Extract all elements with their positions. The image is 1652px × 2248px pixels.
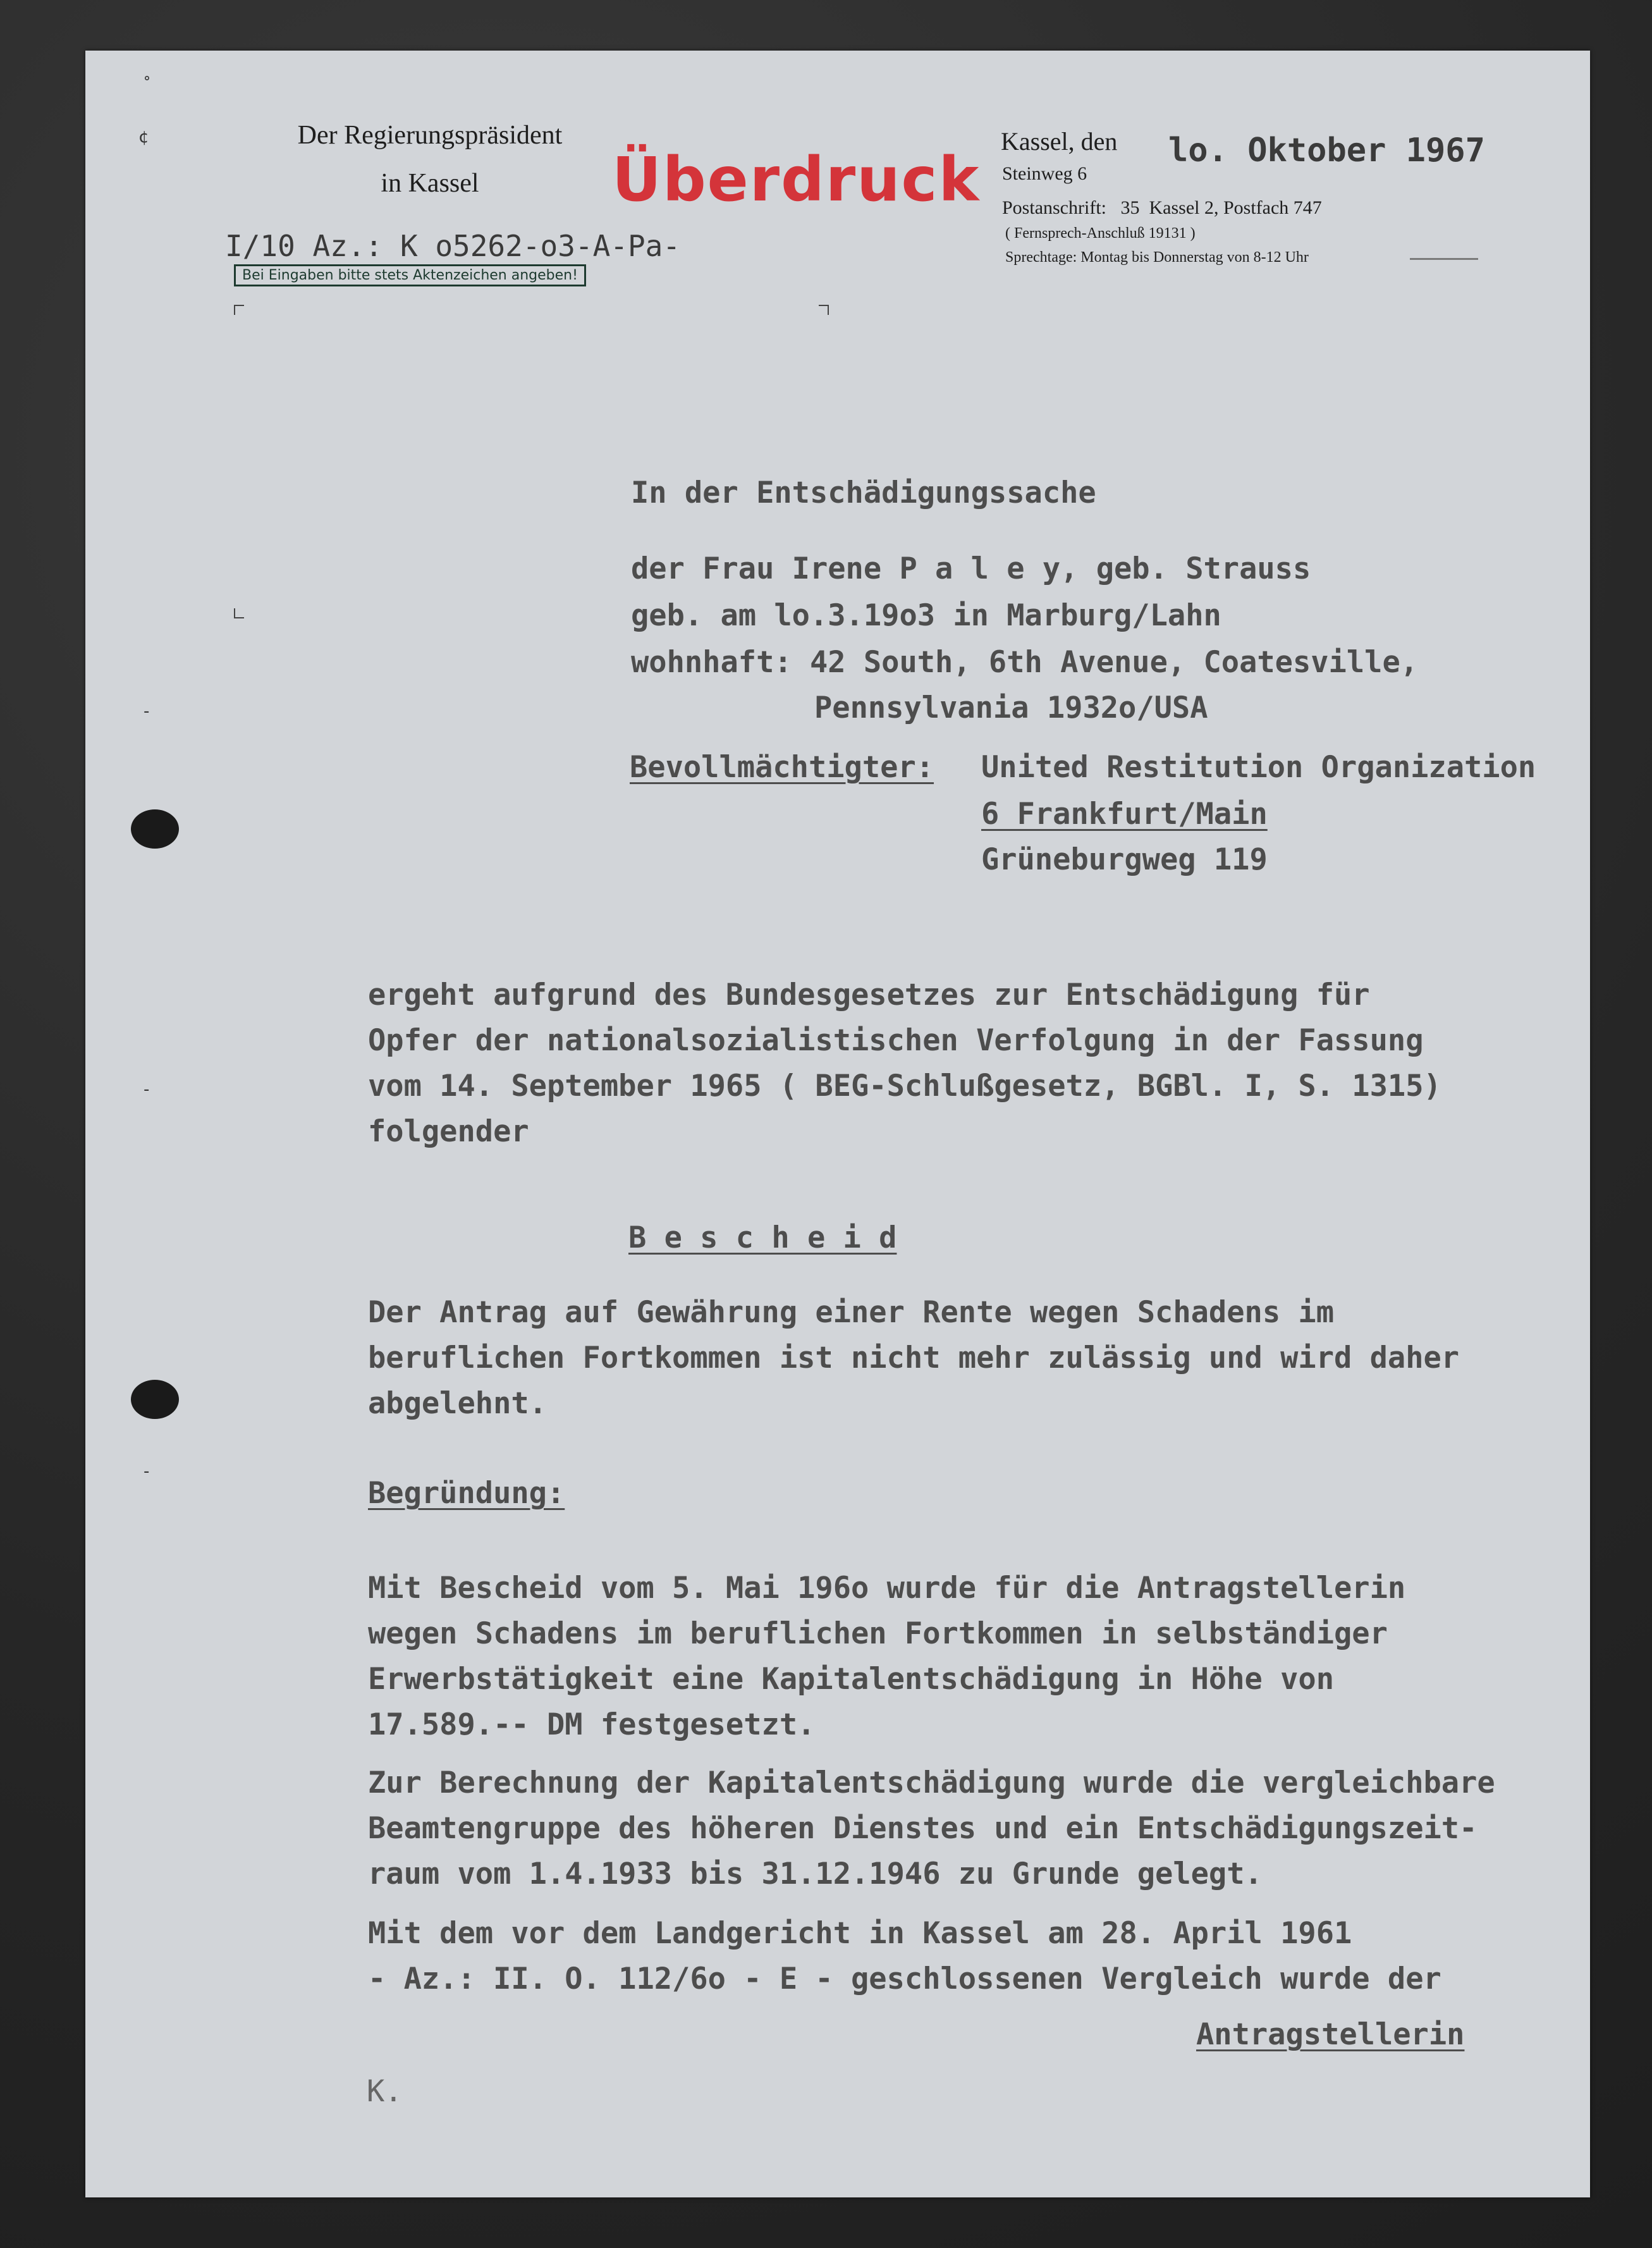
margin-mark: ˚ <box>143 76 151 95</box>
reason-line: Erwerbstätigkeit eine Kapitalentschädigung in Höhe von <box>368 1662 1335 1697</box>
margin-mark: - <box>144 702 150 721</box>
reference-number: I/10 Az.: K o5262-o3-A-Pa- <box>225 229 681 263</box>
overprint-stamp: Überdruck <box>612 144 981 215</box>
claimant-name: der Frau Irene P a l e y, geb. Strauss <box>631 551 1311 586</box>
divider <box>1410 258 1478 260</box>
claimant-address: wohnhaft: 42 South, 6th Avenue, Coatesville, <box>631 645 1419 680</box>
intro-line: ergeht aufgrund des Bundesgesetzes zur Entschädigung für <box>368 978 1370 1012</box>
letter-date: lo. Oktober 1967 <box>1168 132 1485 169</box>
office-hours: Sprechtage: Montag bis Donnerstag von 8-12 Uhr <box>1005 249 1309 266</box>
catchword: Antragstellerin <box>1196 2017 1465 2052</box>
reason-line: 17.589.-- DM festgesetzt. <box>368 1707 816 1742</box>
intro-line: folgender <box>368 1114 529 1149</box>
phone-number: ( Fernsprech-Anschluß 19131 ) <box>1005 225 1196 242</box>
reason-line: - Az.: II. O. 112/6o - E - geschlossenen Vergleich wurde der <box>368 1962 1441 1996</box>
decision-line: abgelehnt. <box>368 1386 547 1421</box>
reason-line: Mit Bescheid vom 5. Mai 196o wurde für die Antragstellerin <box>368 1571 1406 1606</box>
intro-line: vom 14. September 1965 ( BEG-Schlußgesetz, BGBl. I, S. 1315) <box>368 1069 1441 1103</box>
reason-line: wegen Schadens im beruflichen Fortkommen in selbständiger <box>368 1616 1388 1651</box>
representative-street: Grüneburgweg 119 <box>981 842 1268 877</box>
representative-name: United Restitution Organization <box>981 750 1536 785</box>
margin-mark: ¢ <box>138 128 149 147</box>
address-window-corner <box>234 305 244 315</box>
postal-address: Postanschrift: 35 Kassel 2, Postfach 747 <box>1002 197 1322 218</box>
decision-line: beruflichen Fortkommen ist nicht mehr zulässig und wird daher <box>368 1341 1460 1375</box>
authority-name: Der Regierungspräsident <box>297 121 563 150</box>
authority-city: in Kassel <box>381 169 479 198</box>
punch-hole-bottom <box>131 1380 179 1419</box>
margin-mark: - <box>144 1462 150 1481</box>
footer-initial: K. <box>367 2074 403 2109</box>
punch-hole-top <box>131 809 179 849</box>
margin-mark: - <box>144 1080 150 1099</box>
reasons-title: Begründung: <box>368 1476 565 1511</box>
address-window-corner <box>819 305 829 315</box>
reason-line: raum vom 1.4.1933 bis 31.12.1946 zu Grunde gelegt. <box>368 1857 1263 1891</box>
case-heading: In der Entschädigungssache <box>631 476 1096 510</box>
representative-city: 6 Frankfurt/Main <box>981 797 1268 832</box>
decision-title: B e s c h e i d <box>628 1220 897 1255</box>
claimant-birth: geb. am lo.3.19o3 in Marburg/Lahn <box>631 598 1221 633</box>
street-address: Steinweg 6 <box>1002 163 1087 184</box>
reference-note: Bei Eingaben bitte stets Aktenzeichen angeben! <box>234 264 586 286</box>
reason-line: Zur Berechnung der Kapitalentschädigung wurde die vergleichbare <box>368 1766 1495 1800</box>
reason-line: Mit dem vor dem Landgericht in Kassel am 28. April 1961 <box>368 1916 1352 1951</box>
representative-label: Bevollmächtigter: <box>630 750 934 785</box>
claimant-address-cont: Pennsylvania 1932o/USA <box>814 691 1208 725</box>
place-label: Kassel, den <box>1001 127 1118 156</box>
address-window-corner <box>234 608 244 618</box>
intro-line: Opfer der nationalsozialistischen Verfolgung in der Fassung <box>368 1023 1424 1058</box>
reason-line: Beamtengruppe des höheren Dienstes und ein Entschädigungszeit- <box>368 1811 1478 1846</box>
decision-line: Der Antrag auf Gewährung einer Rente wegen Schadens im <box>368 1295 1335 1330</box>
